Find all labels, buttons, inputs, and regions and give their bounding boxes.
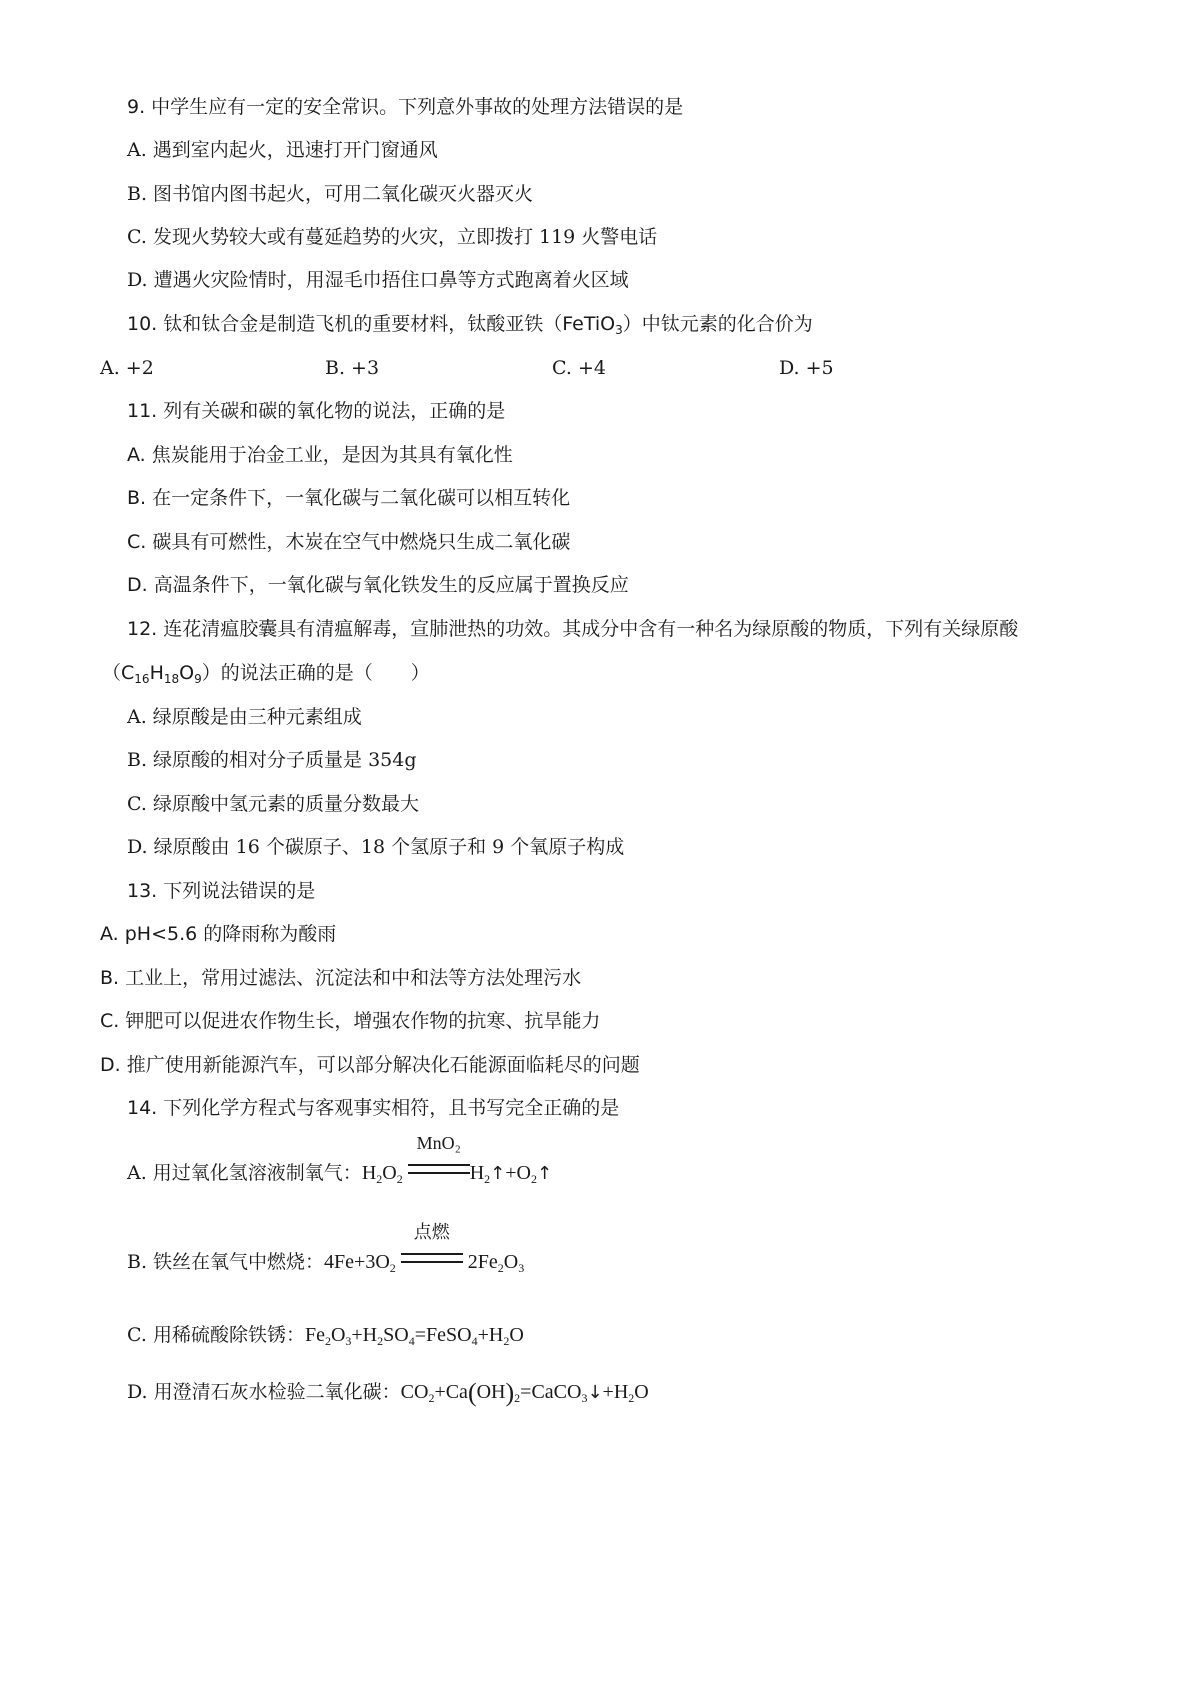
q10-option-c: C. +4 [552,357,606,379]
q12-rest: ）的说法正确的是（ ） [201,662,430,684]
q12-option-d: D. 绿原酸由 16 个碳原子、18 个氢原子和 9 个氧原子构成 [127,836,625,858]
q13-stem: 13. 下列说法错误的是 [127,880,316,902]
q10-stem-before: 10. 钛和钛合金是制造飞机的重要材料，钛酸亚铁（FeTiO [127,313,616,335]
q12-option-c: C. 绿原酸中氢元素的质量分数最大 [127,793,419,815]
q14-equation-b: $4Fe+3O_2$ 点燃 $2Fe_2O_3$ [324,1222,525,1275]
ignition-label: 点燃 [413,1222,450,1242]
q10-option-b: B. +3 [325,357,380,379]
q11-option-d: D. 高温条件下，一氧化碳与氧化铁发生的反应属于置换反应 [127,574,629,596]
q10-stem [127,311,813,337]
q14-equation-c: $Fe_2O_3+H_2SO_4=FeSO_4+H_2O$ [304,1324,524,1348]
q14-option-a [127,1133,553,1187]
q14-option-a-label: A. 用过氧化氢溶液制氧气： [127,1162,362,1184]
q13-option-b: B. 工业上，常用过滤法、沉淀法和中和法等方法处理污水 [100,967,582,989]
catalyst-condition [408,1133,470,1186]
q14-option-b-label: B. 铁丝在氧气中燃烧： [127,1251,325,1273]
q12-stem-line2 [102,660,430,686]
q12-open: （C [102,662,135,684]
q12-h: H [149,662,164,684]
q12-o: O [179,662,195,684]
q10-stem-sub: 3 [615,323,623,337]
q12-sub-16: 16 [134,672,150,686]
q9-option-b: B. 图书馆内图书起火，可用二氧化碳灭火器灭火 [127,183,534,205]
q10-option-a: A. +2 [100,357,154,379]
q14-option-b [127,1222,525,1275]
q14-equation-d: $CO_2+Ca(OH)_2=CaCO_3↓+H_2O$ [400,1378,649,1407]
q9-stem: 9. 中学生应有一定的安全常识。下列意外事故的处理方法错误的是 [127,96,684,118]
q11-option-c: C. 碳具有可燃性，木炭在空气中燃烧只生成二氧化碳 [127,531,571,553]
q14-option-d-label: D. 用澄清石灰水检验二氧化碳： [127,1381,401,1403]
q12-sub-9: 9 [194,672,202,686]
q12-option-b: B. 绿原酸的相对分子质量是 354g [127,749,417,771]
q11-option-a: A. 焦炭能用于冶金工业，是因为其具有氧化性 [127,444,513,466]
q11-option-b: B. 在一定条件下，一氧化碳与二氧化碳可以相互转化 [127,487,571,509]
q12-stem-line1: 12. 连花清瘟胶囊具有清瘟解毒，宣肺泄热的功效。其成分中含有一种名为绿原酸的物质，下列有关绿原酸 [127,618,1019,640]
equals-sign [401,1253,463,1263]
equals-sign [408,1164,470,1174]
q11-stem: 11. 列有关碳和碳的氧化物的说法，正确的是 [127,400,506,422]
q10-option-d: D. +5 [779,357,834,379]
q9-option-c: C. 发现火势较大或有蔓延趋势的火灾，立即拨打 119 火警电话 [127,226,658,248]
q14-stem: 14. 下列化学方程式与客观事实相符，且书写完全正确的是 [127,1097,620,1119]
q9-option-d: D. 遭遇火灾险情时，用湿毛巾捂住口鼻等方式跑离着火区域 [127,269,629,291]
q13-option-d: D. 推广使用新能源汽车，可以部分解决化石能源面临耗尽的问题 [100,1054,640,1076]
q10-stem-after: ）中钛元素的化合价为 [622,313,813,335]
q14-option-d [127,1379,649,1406]
q14-option-c [127,1322,524,1348]
q13-option-c: C. 钾肥可以促进农作物生长，增强农作物的抗寒、抗旱能力 [100,1010,601,1032]
q13-option-a: A. pH<5.6 的降雨称为酸雨 [100,923,337,945]
catalyst-label: MnO₂ [416,1133,461,1153]
q14-equation-a: $H_2O_2$ MnO₂ $H_2↑+O_2↑$ [361,1133,553,1186]
q14-option-c-label: C. 用稀硫酸除铁锈： [127,1324,305,1346]
q9-option-a: A. 遇到室内起火，迅速打开门窗通风 [127,139,438,161]
q12-option-a: A. 绿原酸是由三种元素组成 [127,706,362,728]
q12-sub-18: 18 [163,672,180,686]
ignition-condition [401,1222,463,1275]
